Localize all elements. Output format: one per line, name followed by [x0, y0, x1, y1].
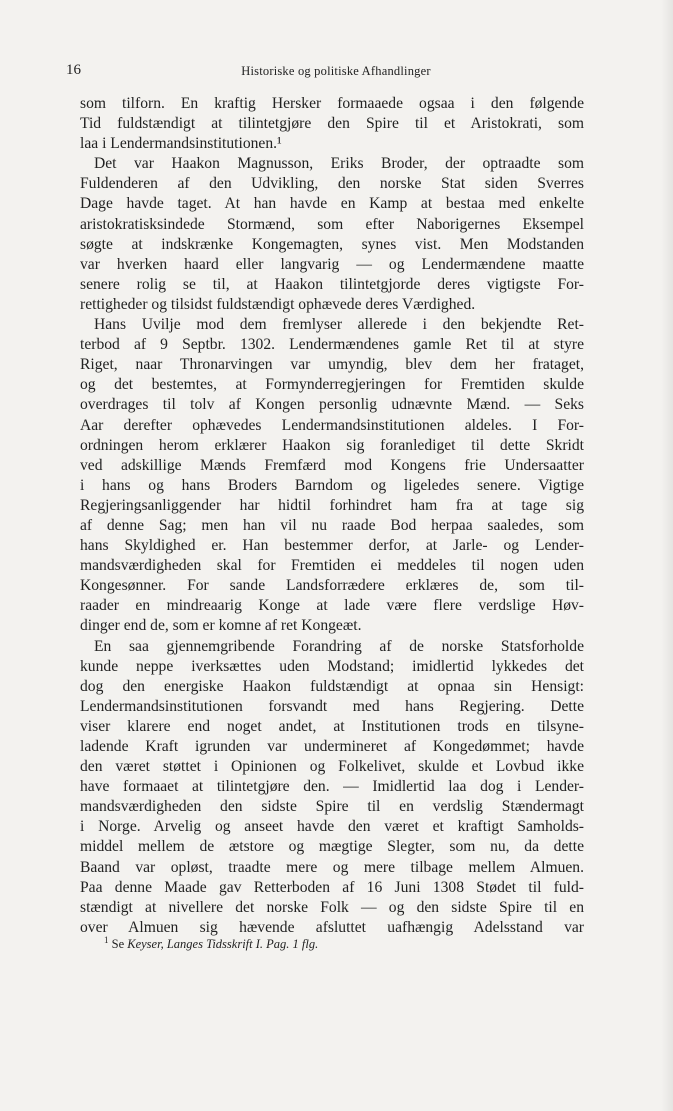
text-line: i Norge. Arvelig og anseet havde den været et kraftigt Samholds-: [80, 818, 584, 836]
text-line: mandsværdigheden skal for Fremtiden ei meddeles til nogen uden: [80, 557, 584, 575]
page-edge-shadow: [661, 0, 673, 1111]
running-head: Historiske og politiske Afhandlinger: [241, 64, 431, 78]
text-line: Baand var opløst, traadte mere og mere tilbage mellem Almuen.: [80, 858, 584, 876]
text-line: hans Skyldighed er. Han bestemmer derfor, at Jarle- og Lender-: [80, 537, 584, 555]
text-line: En saa gjennemgribende Forandring af de norske Statsforholde: [94, 637, 584, 655]
footnote-prefix: Se: [111, 937, 128, 951]
text-line: Lendermandsinstitutionen forsvandt med hans Regjering. Dette: [80, 697, 584, 715]
text-line: senere rolig se til, at Haakon tilintetgjorde deres vigtigste For-: [80, 275, 584, 293]
text-line: stændigt at nivellere det norske Folk — og den sidste Spire til en: [80, 898, 584, 916]
text-line: laa i Lendermandsinstitutionen.¹: [80, 135, 282, 153]
text-line: i hans og hans Broders Barndom og ligeledes senere. Vigtige: [80, 476, 584, 494]
text-line: Regjeringsanliggender har hidtil forhindret ham fra at tage sig: [80, 496, 584, 514]
footnote-marker: 1: [104, 934, 109, 945]
text-line: dog den energiske Haakon fuldstændigt at opnaa sin Hensigt:: [80, 677, 584, 695]
text-line: raader en mindreaarig Konge at lade være flere verdslige Høv-: [80, 597, 584, 615]
text-line: Det var Haakon Magnusson, Eriks Broder, der optraadte som: [94, 155, 584, 173]
text-line: rettigheder og tilsidst fuldstændigt ophævede deres Værdighed.: [80, 295, 476, 313]
text-line: have formaaet at tilintetgjøre den. — Imidlertid laa dog i Lender-: [80, 778, 584, 796]
text-line: ladende Kraft igrunden var undermineret af Kongedømmet; havde: [80, 738, 584, 755]
text-line: den været støttet i Opinionen og Folkelivet, skulde et Lovbud ikke: [80, 758, 584, 776]
text-line: Hans Uvilje mod dem fremlyser allerede i den bekjendte Ret-: [94, 316, 584, 334]
text-line: søgte at indskrænke Kongemagten, synes vist. Men Modstanden: [80, 235, 584, 253]
body-text: [80, 94, 584, 938]
footnote-citation: Keyser, Langes Tidsskrift I. Pag. 1 flg.: [127, 937, 319, 951]
text-line: ved adskillige Mænds Fremfærd mod Kongens frie Undersaatter: [80, 456, 584, 474]
text-line: Aar derefter ophævedes Lendermandsinstitutionen aldeles. I For-: [80, 416, 584, 434]
text-line: over Almuen sig hævende afsluttet uafhængig Adelsstand var: [80, 918, 584, 936]
footnote: [104, 934, 319, 952]
text-line: middel mellem de ætstore og mægtige Slegter, som nu, da dette: [80, 838, 584, 856]
text-line: Fuldenderen af den Udvikling, den norske Stat siden Sverres: [80, 175, 584, 193]
text-line: ordningen herom erklærer Haakon sig foranlediget til dette Skridt: [80, 436, 584, 454]
text-line: dinger end de, som er komne af ret Kongeæt.: [80, 617, 362, 635]
text-line: viser klarere end noget andet, at Institutionen trods en tilsyne-: [80, 717, 584, 735]
text-line: var hverken haard eller langvarig — og Lendermændene maatte: [80, 255, 584, 273]
text-line: og det bestemtes, at Formynderregjeringen for Fremtiden skulde: [80, 376, 584, 394]
text-line: terbod af 9 Septbr. 1302. Lendermændenes gamle Ret til at styre: [80, 336, 584, 354]
text-line: Tid fuldstændigt at tilintetgjøre den Spire til et Aristokrati, som: [80, 115, 584, 133]
text-line: som tilforn. En kraftig Hersker formaaede ogsaa i den følgende: [80, 95, 584, 112]
text-line: mandsværdigheden den sidste Spire til en verdslig Stændermagt: [80, 798, 584, 816]
text-line: Riget, naar Thronarvingen var umyndig, blev dem her frataget,: [80, 356, 584, 374]
text-line: af denne Sag; men han vil nu raade Bod herpaa saaledes, som: [80, 516, 584, 534]
text-line: Paa denne Maade gav Retterboden af 16 Juni 1308 Stødet til fuld-: [80, 878, 584, 896]
page-header: [66, 62, 606, 82]
text-line: overdrages til tolv af Kongen personlig udnævnte Mænd. — Seks: [80, 396, 584, 414]
text-line: aristokratisksindede Stormænd, som efter Naborigernes Eksempel: [80, 215, 584, 233]
text-line: Dage havde taget. At han havde en Kamp at bestaa med enkelte: [80, 195, 584, 213]
page-number: 16: [66, 62, 81, 78]
text-line: kunde neppe iverksættes uden Modstand; imidlertid lykkedes det: [80, 657, 584, 675]
text-line: Kongesønner. For sande Landsforrædere erklæres de, som til-: [80, 577, 584, 595]
